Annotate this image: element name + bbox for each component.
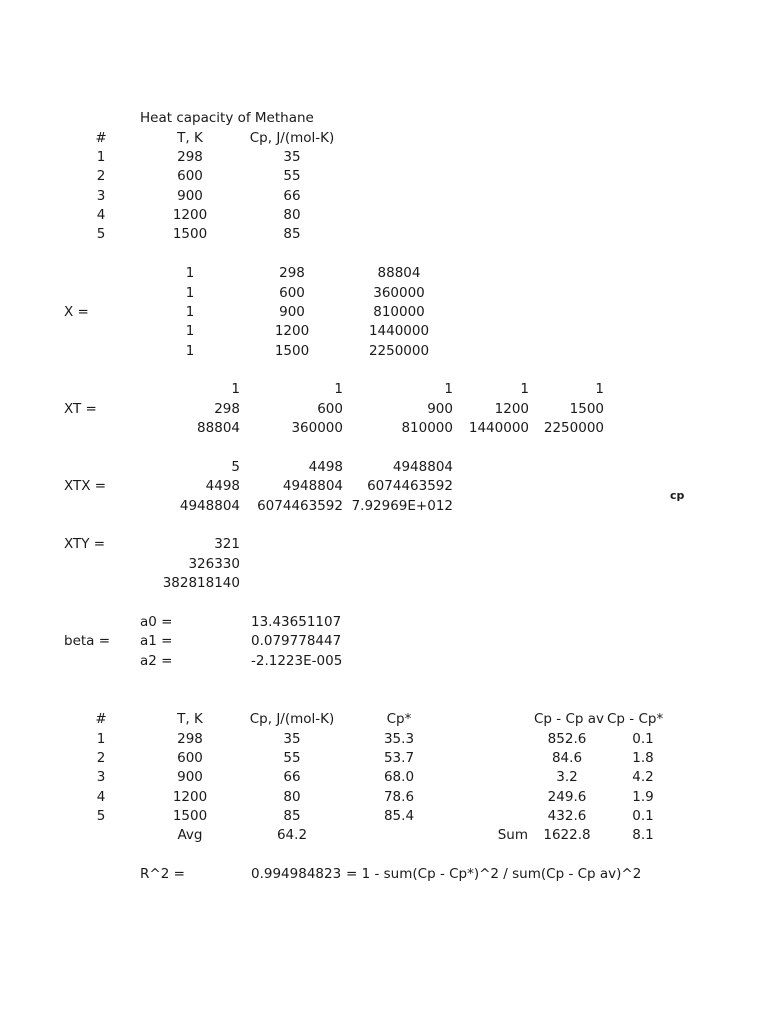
table-cell: 1500 <box>172 226 208 242</box>
matrix-cell: 2250000 <box>368 343 430 359</box>
matrix-cell: 900 <box>279 304 305 320</box>
matrix-cell: 1 <box>444 381 453 397</box>
matrix-cell: 4948804 <box>282 478 343 494</box>
header-heat-capacity: Cp, J/(mol-K) <box>249 130 335 146</box>
table-cell: 1.9 <box>632 789 654 805</box>
table-cell: 298 <box>177 149 203 165</box>
matrix-cell: 360000 <box>373 285 425 301</box>
matrix-cell: 1 <box>334 381 343 397</box>
matrix-cell: 4498 <box>205 478 240 494</box>
vector-cell: 321 <box>214 536 240 552</box>
coefficient-name: a1 = <box>140 633 173 649</box>
table-cell: 68.0 <box>383 769 415 785</box>
matrix-cell: 600 <box>317 401 343 417</box>
table-cell: 35 <box>283 731 301 747</box>
average-value: 64.2 <box>276 827 308 843</box>
table-cell: 4 <box>96 789 106 805</box>
matrix-cell: 6074463592 <box>257 498 343 514</box>
r-squared-value: 0.994984823 <box>251 866 342 882</box>
table-cell: 55 <box>283 750 301 766</box>
table-cell: 35 <box>283 149 301 165</box>
fit-header-dev-fit: Cp - Cp* <box>607 711 664 727</box>
matrix-cell: 810000 <box>373 304 425 320</box>
table-cell: 55 <box>283 168 301 184</box>
matrix-cell: 360000 <box>291 420 343 436</box>
matrix-cell: 298 <box>214 401 240 417</box>
table-cell: 53.7 <box>383 750 415 766</box>
fit-header-heat-capacity: Cp, J/(mol-K) <box>249 711 335 727</box>
matrix-cell: 2250000 <box>543 420 604 436</box>
sheet-title: Heat capacity of Methane <box>140 110 314 126</box>
table-cell: 84.6 <box>551 750 583 766</box>
table-cell: 900 <box>177 769 203 785</box>
matrix-cell: 1200 <box>274 323 310 339</box>
matrix-cell: 1 <box>185 265 195 281</box>
table-cell: 80 <box>283 207 301 223</box>
matrix-cell: 4948804 <box>392 459 453 475</box>
vector-cell: 326330 <box>188 556 240 572</box>
matrix-cell: 810000 <box>401 420 453 436</box>
matrix-cell: 1 <box>595 381 604 397</box>
fit-header-predicted: Cp* <box>386 711 412 727</box>
coefficient-value: -2.1223E-005 <box>251 653 343 669</box>
table-cell: 1500 <box>172 808 208 824</box>
table-cell: 600 <box>177 168 203 184</box>
table-cell: 2 <box>96 168 106 184</box>
xt-matrix-label: XT = <box>64 401 97 417</box>
matrix-cell: 88804 <box>377 265 421 281</box>
header-temperature: T, K <box>177 130 203 146</box>
table-cell: 80 <box>283 789 301 805</box>
matrix-cell: 1500 <box>274 343 310 359</box>
table-cell: 35.3 <box>383 731 415 747</box>
table-cell: 2 <box>96 750 106 766</box>
matrix-cell: 1 <box>185 323 195 339</box>
matrix-cell: 900 <box>427 401 453 417</box>
coefficient-name: a2 = <box>140 653 173 669</box>
table-cell: 298 <box>177 731 203 747</box>
matrix-cell: 1440000 <box>468 420 529 436</box>
table-cell: 85.4 <box>383 808 415 824</box>
table-cell: 0.1 <box>632 731 654 747</box>
table-cell: 852.6 <box>547 731 587 747</box>
xty-vector-label: XTY = <box>64 536 106 552</box>
clipped-edge-text: cp <box>670 489 685 502</box>
sum-dev-average: 1622.8 <box>543 827 591 843</box>
table-cell: 4 <box>96 207 106 223</box>
table-cell: 900 <box>177 188 203 204</box>
r-squared-label: R^2 = <box>140 866 185 882</box>
table-cell: 1200 <box>172 207 208 223</box>
coefficient-name: a0 = <box>140 614 173 630</box>
matrix-cell: 88804 <box>197 420 240 436</box>
fit-header-index: # <box>95 711 107 727</box>
table-cell: 249.6 <box>547 789 587 805</box>
r-squared-formula: = 1 - sum(Cp - Cp*)^2 / sum(Cp - Cp av)^2 <box>346 866 642 882</box>
table-cell: 0.1 <box>632 808 654 824</box>
table-cell: 1200 <box>172 789 208 805</box>
table-cell: 5 <box>96 808 106 824</box>
table-cell: 85 <box>283 808 301 824</box>
coefficient-value: 0.079778447 <box>251 633 342 649</box>
table-cell: 78.6 <box>383 789 415 805</box>
table-cell: 600 <box>177 750 203 766</box>
matrix-cell: 4498 <box>308 459 343 475</box>
sum-label: Sum <box>497 827 528 843</box>
matrix-cell: 1 <box>520 381 529 397</box>
table-cell: 432.6 <box>547 808 587 824</box>
coefficient-value: 13.43651107 <box>251 614 342 630</box>
table-cell: 1.8 <box>632 750 654 766</box>
matrix-cell: 6074463592 <box>367 478 453 494</box>
table-cell: 3 <box>96 188 106 204</box>
matrix-cell: 298 <box>279 265 305 281</box>
table-cell: 5 <box>96 226 106 242</box>
table-cell: 3.2 <box>556 769 578 785</box>
x-matrix-label: X = <box>64 304 89 320</box>
matrix-cell: 1 <box>185 343 195 359</box>
matrix-cell: 1500 <box>569 401 604 417</box>
fit-header-temperature: T, K <box>177 711 203 727</box>
matrix-cell: 1 <box>231 381 240 397</box>
table-cell: 4.2 <box>632 769 654 785</box>
table-cell: 3 <box>96 769 106 785</box>
matrix-cell: 1 <box>185 285 195 301</box>
matrix-cell: 7.92969E+012 <box>351 498 453 514</box>
fit-header-dev-average: Cp - Cp av <box>534 711 604 727</box>
vector-cell: 382818140 <box>162 575 240 591</box>
matrix-cell: 5 <box>231 459 240 475</box>
table-cell: 1 <box>96 149 106 165</box>
matrix-cell: 600 <box>279 285 305 301</box>
table-cell: 85 <box>283 226 301 242</box>
table-cell: 66 <box>283 188 301 204</box>
xtx-matrix-label: XTX = <box>64 478 107 494</box>
matrix-cell: 1200 <box>494 401 529 417</box>
matrix-cell: 1 <box>185 304 195 320</box>
table-cell: 66 <box>283 769 301 785</box>
matrix-cell: 1440000 <box>368 323 430 339</box>
table-cell: 1 <box>96 731 106 747</box>
matrix-cell: 4948804 <box>179 498 240 514</box>
header-index: # <box>95 130 107 146</box>
beta-label: beta = <box>64 633 111 649</box>
average-label: Avg <box>177 827 203 843</box>
sum-dev-fit: 8.1 <box>632 827 654 843</box>
